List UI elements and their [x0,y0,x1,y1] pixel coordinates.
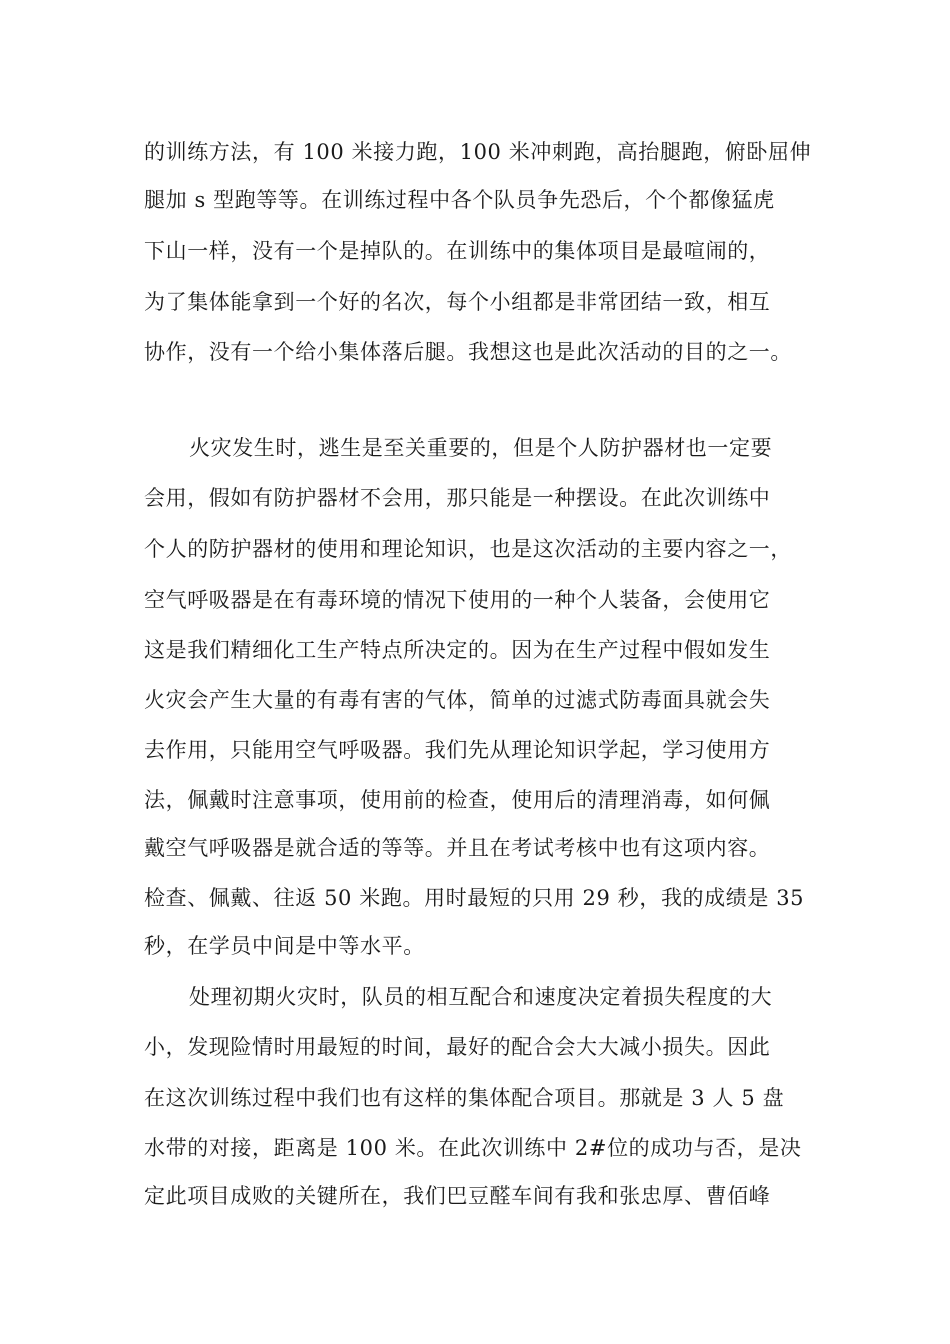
text-line: 空气呼吸器是在有毒环境的情况下使用的一种个人装备，会使用它 [144,588,771,612]
text-line: 个人的防护器材的使用和理论知识，也是这次活动的主要内容之一， [144,537,792,561]
text-line: 去作用，只能用空气呼吸器。我们先从理论知识学起，学习使用方 [144,738,771,762]
text-line: 定此项目成败的关键所在，我们巴豆醛车间有我和张忠厚、曹佰峰 [144,1184,771,1208]
text-line: 检查、佩戴、往返 50 米跑。用时最短的只用 29 秒，我的成绩是 35 [144,886,805,910]
text-line: 水带的对接，距离是 100 米。在此次训练中 2#位的成功与否，是决 [144,1136,802,1160]
text-line: 腿加 s 型跑等等。在训练过程中各个队员争先恐后，个个都像猛虎 [144,188,775,212]
text-line: 处理初期火灾时，队员的相互配合和速度决定着损失程度的大 [189,985,773,1009]
text-line: 小，发现险情时用最短的时间，最好的配合会大大减小损失。因此 [144,1035,771,1059]
text-line: 为了集体能拿到一个好的名次，每个小组都是非常团结一致，相互 [144,290,771,314]
text-line: 会用，假如有防护器材不会用，那只能是一种摆设。在此次训练中 [144,486,771,510]
text-line: 在这次训练过程中我们也有这样的集体配合项目。那就是 3 人 5 盘 [144,1086,785,1110]
text-line: 火灾会产生大量的有毒有害的气体，简单的过滤式防毒面具就会失 [144,688,771,712]
text-line: 秒，在学员中间是中等水平。 [144,934,425,958]
text-line: 协作，没有一个给小集体落后腿。我想这也是此次活动的目的之一。 [144,340,792,364]
text-line: 戴空气呼吸器是就合适的等等。并且在考试考核中也有这项内容。 [144,836,771,860]
text-line: 的训练方法，有 100 米接力跑，100 米冲刺跑，高抬腿跑，俯卧屈伸 [144,140,812,164]
text-line: 下山一样，没有一个是掉队的。在训练中的集体项目是最喧闹的， [144,239,771,263]
text-line: 法，佩戴时注意事项，使用前的检查，使用后的清理消毒，如何佩 [144,788,771,812]
text-line: 火灾发生时，逃生是至关重要的，但是个人防护器材也一定要 [189,436,773,460]
text-line: 这是我们精细化工生产特点所决定的。因为在生产过程中假如发生 [144,638,771,662]
